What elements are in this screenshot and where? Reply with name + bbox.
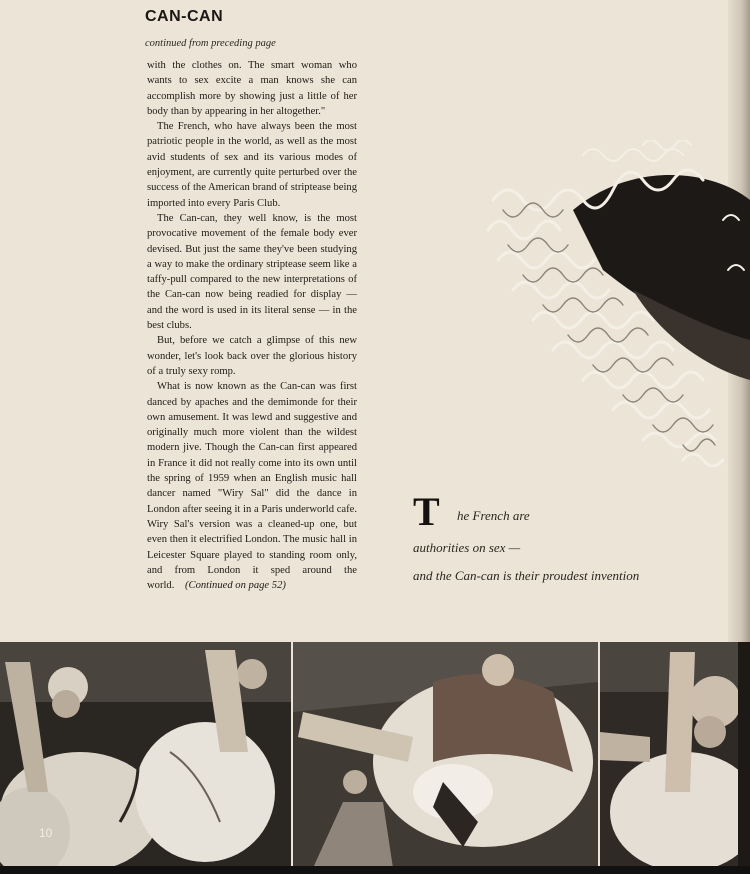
article-column — [147, 58, 357, 593]
pull-quote-line-3: and the Can-can is their proudest invention — [413, 568, 640, 583]
bottom-edge — [0, 866, 750, 874]
article-paragraph: The Can-can, they well know, is the most provocative movement of the female body ever devised. But just the same they've been studying a way to make the ordinary striptease seem like a taffy-pull compared to the new interpretations of the Can-can now being readied for display — and the word is used in its literal sense — in the best clubs. — [147, 212, 357, 332]
article-paragraph: But, before we catch a glimpse of this new wonder, let's look back over the glorious history of a truly sexy romp. — [147, 335, 357, 377]
article-paragraph-text: What is now known as the Can-can was first danced by apaches and the demimonde for their own amusement. It was lewd and suggestive and originally much more violent than the wildest modern jive. Though the Can-can first appeared in France it did not really come into its own until the spring of 1959 when an English music hall dancer named "Wiry Sal" did the dance in London after seeing it in a Paris underworld cafe. Wiry Sal's version was a cleaned-up one, but even then it electrified London. The music hall in Leicester Square played to standing room only, and from London it sped around the world. — [147, 381, 357, 592]
continued-reference: (Continued on page 52) — [184, 580, 286, 592]
section-title: CAN-CAN — [145, 8, 224, 25]
pull-quote-line-1: he French are — [457, 508, 530, 523]
page-number: 10 — [39, 826, 53, 840]
photo-strip — [0, 642, 750, 868]
article-paragraph-last — [147, 379, 357, 593]
petticoat-photo — [483, 140, 750, 500]
article-paragraph: with the clothes on. The smart woman who wants to sex excite a man knows she can accomplish more by showing just a little of her body than by appearing in her altogether." — [147, 60, 357, 117]
article-paragraph: The French, who have always been the most patriotic people in the world, as well as the most avid students of sex and its various modes of enjoyment, are currently quite perturbed over the success of the American brand of striptease being imported into every Paris Club. — [147, 121, 357, 209]
dancer-photo-center — [293, 642, 598, 868]
dancer-photo-right — [600, 642, 750, 868]
continued-line: continued from preceding page — [145, 38, 276, 49]
drop-cap: T — [413, 489, 440, 534]
pull-quote-line-2: authorities on sex — — [413, 540, 521, 555]
